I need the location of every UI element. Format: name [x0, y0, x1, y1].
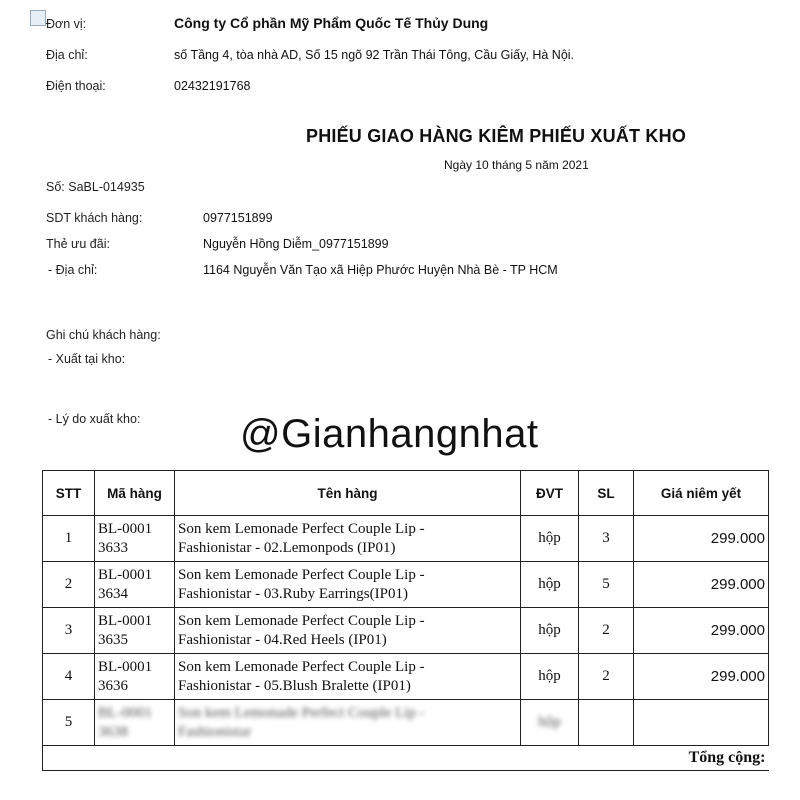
- document-icon: [30, 10, 46, 26]
- row-code-line2: 3636: [98, 677, 128, 694]
- total-cell: [43, 746, 769, 771]
- row-unit: hộp: [521, 562, 579, 608]
- customer-phone-label: SDT khách hàng:: [46, 211, 143, 225]
- company-address-value: số Tầng 4, tòa nhà AD, Số 15 ngõ 92 Trần Thái Tông, Cầu Giấy, Hà Nội.: [174, 48, 575, 62]
- items-table: [42, 470, 769, 771]
- row-code: [95, 516, 175, 562]
- card-label: Thẻ ưu đãi:: [46, 237, 110, 251]
- customer-phone-value: 0977151899: [203, 211, 273, 225]
- row-name-line2: Fashionistar - 02.Lemonpods (IP01): [178, 539, 396, 556]
- header-qty: SL: [579, 471, 634, 516]
- row-name-line1: Son kem Lemonade Perfect Couple Lip -: [178, 704, 425, 721]
- header-price: Giá niêm yết: [634, 471, 769, 516]
- row-name: [175, 608, 521, 654]
- row-code: [95, 608, 175, 654]
- company-phone-value: 02432191768: [174, 79, 251, 93]
- warehouse-label: - Xuất tại kho:: [48, 352, 126, 366]
- row-code-line2: 3635: [98, 631, 128, 648]
- row-price: 299.000: [634, 608, 769, 654]
- row-qty: 2: [579, 608, 634, 654]
- header-unit: ĐVT: [521, 471, 579, 516]
- row-name-line1: Son kem Lemonade Perfect Couple Lip -: [178, 612, 425, 629]
- header-stt: STT: [43, 471, 95, 516]
- row-name-line2: Fashionistar: [178, 723, 252, 740]
- row-code-line1: BL-0001: [98, 658, 153, 675]
- header-name: Tên hàng: [175, 471, 521, 516]
- row-name: [175, 562, 521, 608]
- reason-label: - Lý do xuất kho:: [48, 412, 141, 426]
- row-qty: 5: [579, 562, 634, 608]
- row-price: 299.000: [634, 654, 769, 700]
- company-phone-label: Điện thoại:: [46, 79, 106, 93]
- table-row: [43, 608, 769, 654]
- document-date: Ngày 10 tháng 5 năm 2021: [444, 158, 589, 172]
- row-name-line1: Son kem Lemonade Perfect Couple Lip -: [178, 520, 425, 537]
- row-code: [95, 562, 175, 608]
- row-code-line2: 3638: [98, 723, 128, 740]
- row-stt: 4: [43, 654, 95, 700]
- table-row-blurred: [43, 700, 769, 746]
- document-number: Số: SaBL-014935: [46, 180, 145, 194]
- row-code: [95, 654, 175, 700]
- row-code-line2: 3634: [98, 585, 128, 602]
- row-stt: 5: [43, 700, 95, 746]
- unit-value: Công ty Cổ phần Mỹ Phẩm Quốc Tế Thủy Dung: [174, 15, 489, 31]
- customer-address-label: - Địa chỉ:: [48, 263, 98, 277]
- row-code-line1: BL-0001: [98, 520, 153, 537]
- card-value: Nguyễn Hồng Diễm_0977151899: [203, 237, 389, 251]
- note-label: Ghi chú khách hàng:: [46, 328, 161, 342]
- table-header-row: [43, 471, 769, 516]
- row-price: [634, 700, 769, 746]
- total-row: [43, 746, 769, 771]
- row-qty: [579, 700, 634, 746]
- row-qty: 3: [579, 516, 634, 562]
- row-unit: hộp: [521, 608, 579, 654]
- row-name-line2: Fashionistar - 05.Blush Bralette (IP01): [178, 677, 411, 694]
- table-row: [43, 654, 769, 700]
- row-stt: 3: [43, 608, 95, 654]
- row-code-line1: BL-0001: [98, 566, 153, 583]
- total-label: Tổng cộng:: [688, 749, 766, 766]
- row-unit: hộp: [521, 700, 579, 746]
- watermark-text: @Gianhangnhat: [240, 412, 539, 456]
- row-price: 299.000: [634, 562, 769, 608]
- row-name: [175, 700, 521, 746]
- row-name-line1: Son kem Lemonade Perfect Couple Lip -: [178, 566, 425, 583]
- header-code: Mã hàng: [95, 471, 175, 516]
- row-code-line2: 3633: [98, 539, 128, 556]
- row-unit: hộp: [521, 516, 579, 562]
- row-price: 299.000: [634, 516, 769, 562]
- row-code: [95, 700, 175, 746]
- customer-address-value: 1164 Nguyễn Văn Tạo xã Hiệp Phước Huyện Nhà Bè - TP HCM: [203, 263, 558, 277]
- row-code-line1: BL-0001: [98, 704, 153, 721]
- row-name-line2: Fashionistar - 04.Red Heels (IP01): [178, 631, 387, 648]
- row-name: [175, 654, 521, 700]
- table-row: [43, 562, 769, 608]
- row-unit: hộp: [521, 654, 579, 700]
- row-stt: 2: [43, 562, 95, 608]
- document-title: PHIẾU GIAO HÀNG KIÊM PHIẾU XUẤT KHO: [306, 126, 687, 146]
- row-name-line2: Fashionistar - 03.Ruby Earrings(IP01): [178, 585, 408, 602]
- row-name: [175, 516, 521, 562]
- unit-label: Đơn vị:: [46, 17, 87, 31]
- company-address-label: Địa chỉ:: [46, 48, 88, 62]
- row-qty: 2: [579, 654, 634, 700]
- row-code-line1: BL-0001: [98, 612, 153, 629]
- table-row: [43, 516, 769, 562]
- row-name-line1: Son kem Lemonade Perfect Couple Lip -: [178, 658, 425, 675]
- row-stt: 1: [43, 516, 95, 562]
